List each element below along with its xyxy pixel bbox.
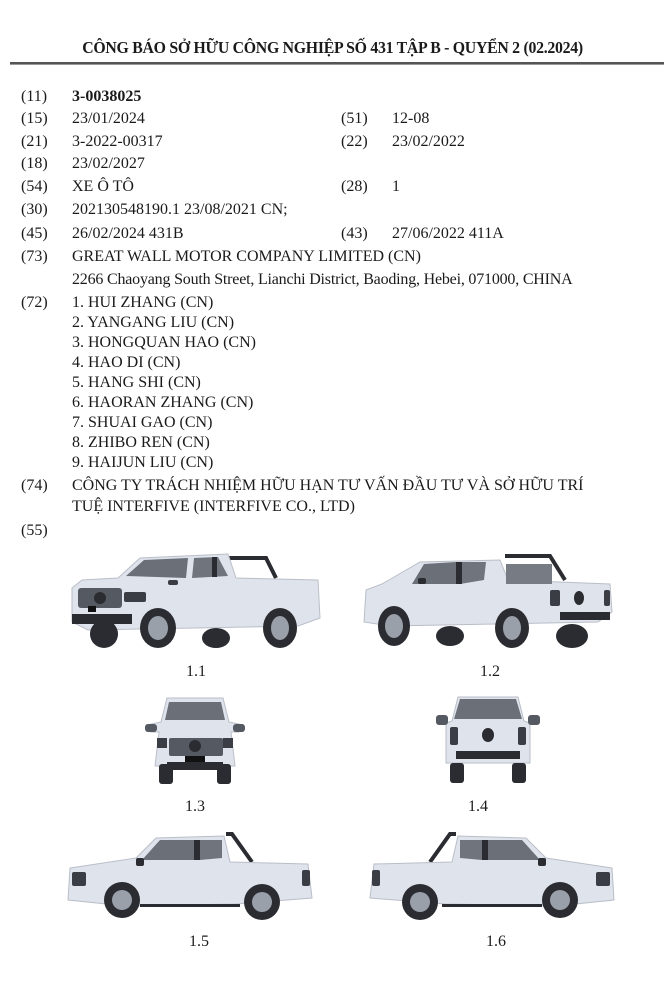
design-title: XE Ô TÔ <box>72 178 134 195</box>
field-55-code: (55) <box>21 522 48 539</box>
classification: 12-08 <box>392 110 430 127</box>
figure-1-4-label: 1.4 <box>468 798 488 815</box>
field-11-code: (11) <box>21 88 48 105</box>
field-74-row <box>0 476 664 496</box>
pickup-truck-rear-three-quarter-icon <box>360 550 615 652</box>
field-51-code: (51) <box>341 110 368 127</box>
field-30-row <box>0 200 664 220</box>
filing-date: 23/02/2022 <box>392 133 465 150</box>
figure-1-5-image <box>66 828 322 920</box>
field-74-code: (74) <box>21 477 48 494</box>
field-11-row <box>0 87 664 107</box>
figure-1-6-label: 1.6 <box>486 933 506 950</box>
field-21-22-row <box>0 132 664 152</box>
grant-date: 23/01/2024 <box>72 110 145 127</box>
agent-line2-row <box>0 497 664 517</box>
field-22-code: (22) <box>341 133 368 150</box>
field-43-code: (43) <box>341 225 368 242</box>
figure-1-2-image <box>360 550 615 652</box>
publication-title: CÔNG BÁO SỞ HỮU CÔNG NGHIỆP SỐ 431 TẬP B - QUYỂN 2 (02.2024) <box>82 38 583 57</box>
pickup-truck-front-three-quarter-icon <box>68 548 324 656</box>
agent-name-line1: CÔNG TY TRÁCH NHIỆM HỮU HẠN TƯ VẤN ĐẦU TƯ VÀ SỞ HỮU TRÍ <box>72 477 584 494</box>
owner-address-row <box>0 270 664 290</box>
inventor-item: 5. HANG SHI (CN) <box>72 374 201 391</box>
figure-1-5-label: 1.5 <box>189 933 209 950</box>
field-18-code: (18) <box>21 155 48 172</box>
inventor-item: 9. HAIJUN LIU (CN) <box>72 454 214 471</box>
inventor-item: 3. HONGQUAN HAO (CN) <box>72 334 256 351</box>
field-73-code: (73) <box>21 248 48 265</box>
expiry-date: 23/02/2027 <box>72 155 145 172</box>
field-72-code: (72) <box>21 294 48 311</box>
pickup-truck-left-side-icon <box>66 828 322 920</box>
owner-name: GREAT WALL MOTOR COMPANY LIMITED (CN) <box>72 248 421 265</box>
number-of-designs: 1 <box>392 178 400 195</box>
pickup-truck-rear-view-icon <box>436 693 540 785</box>
field-15-51-row <box>0 109 664 129</box>
field-54-28-row <box>0 177 664 197</box>
figure-1-3-label: 1.3 <box>185 798 205 815</box>
inventor-item: 2. YANGANG LIU (CN) <box>72 314 235 331</box>
figure-1-2-label: 1.2 <box>480 663 500 680</box>
inventor-item: 6. HAORAN ZHANG (CN) <box>72 394 254 411</box>
figure-1-3-image <box>143 694 247 786</box>
figure-1-1-label: 1.1 <box>186 663 206 680</box>
field-28-code: (28) <box>341 178 368 195</box>
field-45-43-row <box>0 224 664 244</box>
field-18-row <box>0 154 664 174</box>
field-45-code: (45) <box>21 225 48 242</box>
publication-date: 26/02/2024 431B <box>72 225 184 242</box>
inventor-item: 7. SHUAI GAO (CN) <box>72 414 213 431</box>
application-number: 3-2022-00317 <box>72 133 163 150</box>
inventor-item: 1. HUI ZHANG (CN) <box>72 294 214 311</box>
field-73-row <box>0 247 664 267</box>
application-publication-date: 27/06/2022 411A <box>392 225 504 242</box>
header-divider <box>10 62 664 64</box>
pickup-truck-right-side-icon <box>360 828 616 920</box>
agent-name-line2: TUỆ INTERFIVE (INTERFIVE CO., LTD) <box>72 498 355 515</box>
figure-1-1-image <box>68 548 324 656</box>
registration-number: 3-0038025 <box>72 88 142 105</box>
field-30-code: (30) <box>21 201 48 218</box>
field-55-row <box>0 521 664 541</box>
owner-address: 2266 Chaoyang South Street, Lianchi District, Baoding, Hebei, 071000, CHINA <box>72 271 573 288</box>
figure-1-6-image <box>360 828 616 920</box>
inventor-item: 8. ZHIBO REN (CN) <box>72 434 210 451</box>
inventor-item: 4. HAO DI (CN) <box>72 354 181 371</box>
field-21-code: (21) <box>21 133 48 150</box>
figure-1-4-image <box>436 693 540 785</box>
priority-data: 202130548190.1 23/08/2021 CN; <box>72 201 288 218</box>
field-54-code: (54) <box>21 178 48 195</box>
field-15-code: (15) <box>21 110 48 127</box>
pickup-truck-front-view-icon <box>143 694 247 786</box>
